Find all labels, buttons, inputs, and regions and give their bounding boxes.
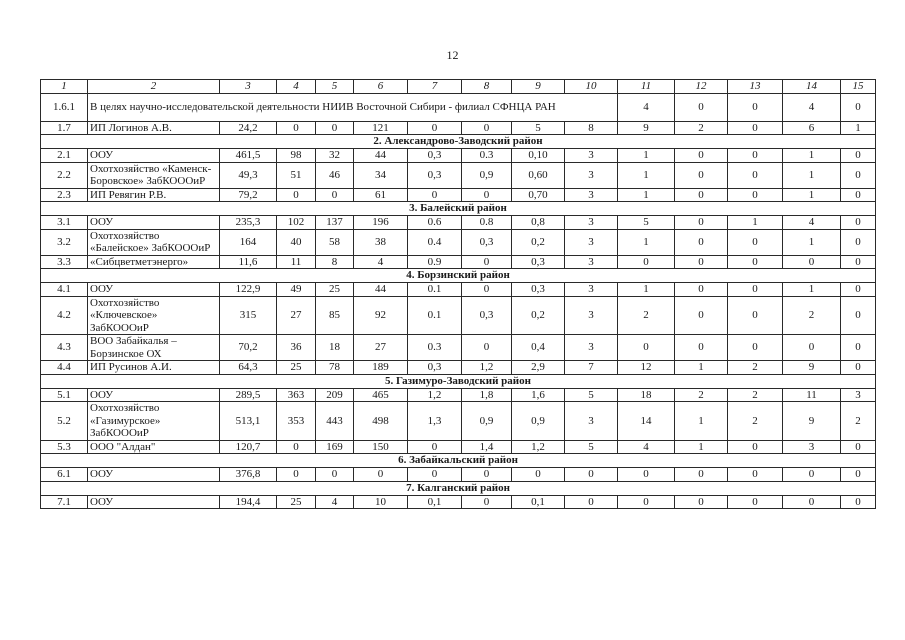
value-cell: 0	[841, 335, 876, 361]
value-cell: 0	[841, 149, 876, 163]
value-cell: 10	[354, 495, 408, 509]
value-cell: 376,8	[220, 468, 277, 482]
value-cell: 164	[220, 229, 277, 255]
value-cell: 0.9	[408, 255, 462, 269]
value-cell: 3	[565, 149, 618, 163]
value-cell: 0	[728, 440, 783, 454]
value-cell: 0	[783, 495, 841, 509]
row-number-cell: 4.3	[41, 335, 88, 361]
value-cell: 0	[728, 283, 783, 297]
value-cell: 40	[277, 229, 316, 255]
value-cell: 5	[512, 121, 565, 135]
user-name-cell: ООУ	[88, 388, 220, 402]
row-number-cell: 5.3	[41, 440, 88, 454]
value-cell: 0	[316, 121, 354, 135]
value-cell: 0	[565, 468, 618, 482]
value-cell: 49,3	[220, 162, 277, 188]
value-cell: 70,2	[220, 335, 277, 361]
value-cell: 0	[408, 468, 462, 482]
value-cell: 2,9	[512, 361, 565, 375]
value-cell: 0	[675, 255, 728, 269]
value-cell: 9	[783, 361, 841, 375]
value-cell: 0,8	[512, 216, 565, 230]
value-cell: 32	[316, 149, 354, 163]
value-cell: 498	[354, 402, 408, 441]
value-cell: 0	[618, 255, 675, 269]
value-cell: 9	[618, 121, 675, 135]
value-cell: 2	[841, 402, 876, 441]
value-cell: 0	[618, 495, 675, 509]
value-cell: 38	[354, 229, 408, 255]
table-row	[41, 495, 876, 509]
value-cell: 1,8	[462, 388, 512, 402]
column-number-cell: 12	[675, 80, 728, 94]
column-number-cell: 5	[316, 80, 354, 94]
value-cell: 0	[408, 440, 462, 454]
value-cell: 18	[316, 335, 354, 361]
value-cell: 0	[675, 296, 728, 335]
table-row	[41, 361, 876, 375]
value-cell: 4	[316, 495, 354, 509]
value-cell: 3	[565, 335, 618, 361]
table-row	[41, 255, 876, 269]
user-name-cell: Охотхозяйство «Газимурское» ЗабКОООиР	[88, 402, 220, 441]
value-cell: 4	[618, 93, 675, 121]
table-row	[41, 440, 876, 454]
value-cell: 0	[841, 468, 876, 482]
value-cell: 0	[841, 283, 876, 297]
value-cell: 0	[783, 468, 841, 482]
value-cell: 0	[783, 335, 841, 361]
value-cell: 2	[728, 388, 783, 402]
value-cell: 1,2	[462, 361, 512, 375]
user-name-cell: ИП Русинов А.И.	[88, 361, 220, 375]
value-cell: 14	[618, 402, 675, 441]
value-cell: 0.1	[408, 296, 462, 335]
value-cell: 0.4	[408, 229, 462, 255]
value-cell: 0	[462, 255, 512, 269]
value-cell: 24,2	[220, 121, 277, 135]
value-cell: 0	[512, 468, 565, 482]
value-cell: 443	[316, 402, 354, 441]
row-number-cell: 1.7	[41, 121, 88, 135]
value-cell: 0	[675, 495, 728, 509]
row-number-cell: 4.2	[41, 296, 88, 335]
value-cell: 1,6	[512, 388, 565, 402]
column-number-cell: 14	[783, 80, 841, 94]
table-row	[41, 283, 876, 297]
user-name-cell: ООУ	[88, 149, 220, 163]
value-cell: 0	[354, 468, 408, 482]
value-cell: 0	[675, 468, 728, 482]
value-cell: 461,5	[220, 149, 277, 163]
value-cell: 1	[783, 162, 841, 188]
value-cell: 102	[277, 216, 316, 230]
value-cell: 25	[277, 495, 316, 509]
row-number-cell: 5.1	[41, 388, 88, 402]
column-number-row	[41, 80, 876, 94]
value-cell: 2	[618, 296, 675, 335]
value-cell: 5	[618, 216, 675, 230]
table-row	[41, 229, 876, 255]
row-number-cell: 3.2	[41, 229, 88, 255]
row-number-cell: 2.3	[41, 188, 88, 202]
table-row	[41, 388, 876, 402]
value-cell: 2	[675, 388, 728, 402]
column-number-cell: 4	[277, 80, 316, 94]
value-cell: 3	[565, 296, 618, 335]
value-cell: 1	[783, 283, 841, 297]
value-cell: 1	[675, 361, 728, 375]
value-cell: 0,4	[512, 335, 565, 361]
value-cell: 44	[354, 283, 408, 297]
value-cell: 0.1	[408, 283, 462, 297]
value-cell: 8	[565, 121, 618, 135]
value-cell: 78	[316, 361, 354, 375]
value-cell: 3	[565, 402, 618, 441]
value-cell: 46	[316, 162, 354, 188]
value-cell: 4	[354, 255, 408, 269]
value-cell: 0	[728, 188, 783, 202]
value-cell: 209	[316, 388, 354, 402]
value-cell: 122,9	[220, 283, 277, 297]
value-cell: 0	[675, 162, 728, 188]
value-cell: 0	[675, 283, 728, 297]
value-cell: 27	[277, 296, 316, 335]
value-cell: 49	[277, 283, 316, 297]
value-cell: 0	[618, 468, 675, 482]
value-cell: 0	[728, 93, 783, 121]
value-cell: 0,3	[408, 162, 462, 188]
user-name-cell: Охотхозяйство «Ключевское» ЗабКОООиР	[88, 296, 220, 335]
value-cell: 0	[277, 468, 316, 482]
column-number-cell: 10	[565, 80, 618, 94]
value-cell: 0,9	[462, 402, 512, 441]
column-number-cell: 2	[88, 80, 220, 94]
value-cell: 0	[277, 188, 316, 202]
value-cell: 0,3	[512, 283, 565, 297]
value-cell: 0	[277, 121, 316, 135]
value-cell: 0,3	[408, 361, 462, 375]
table-row	[41, 468, 876, 482]
value-cell: 137	[316, 216, 354, 230]
value-cell: 2	[728, 402, 783, 441]
table-row	[41, 162, 876, 188]
value-cell: 235,3	[220, 216, 277, 230]
value-cell: 36	[277, 335, 316, 361]
value-cell: 0	[728, 296, 783, 335]
value-cell: 0,2	[512, 296, 565, 335]
value-cell: 51	[277, 162, 316, 188]
value-cell: 3	[565, 162, 618, 188]
value-cell: 27	[354, 335, 408, 361]
table-row	[41, 121, 876, 135]
value-cell: 1	[783, 229, 841, 255]
district-section-row	[41, 374, 876, 388]
value-cell: 169	[316, 440, 354, 454]
value-cell: 1	[783, 149, 841, 163]
value-cell: 1	[618, 149, 675, 163]
table-row	[41, 188, 876, 202]
value-cell: 189	[354, 361, 408, 375]
district-heading: 4. Борзинский район	[41, 269, 876, 283]
user-name-cell: ООУ	[88, 495, 220, 509]
value-cell: 0	[841, 229, 876, 255]
value-cell: 0	[565, 495, 618, 509]
value-cell: 0	[462, 495, 512, 509]
value-cell: 150	[354, 440, 408, 454]
value-cell: 0	[841, 440, 876, 454]
value-cell: 0	[728, 335, 783, 361]
row-number-cell: 4.1	[41, 283, 88, 297]
value-cell: 2	[728, 361, 783, 375]
district-heading: 6. Забайкальский район	[41, 454, 876, 468]
user-name-cell: ИП Логинов А.В.	[88, 121, 220, 135]
user-name-cell: ООУ	[88, 283, 220, 297]
value-cell: 3	[565, 188, 618, 202]
value-cell: 0,3	[408, 149, 462, 163]
row-number-cell: 1.6.1	[41, 93, 88, 121]
value-cell: 194,4	[220, 495, 277, 509]
value-cell: 0	[675, 188, 728, 202]
value-cell: 0	[728, 255, 783, 269]
row-number-cell: 5.2	[41, 402, 88, 441]
value-cell: 289,5	[220, 388, 277, 402]
value-cell: 0	[675, 93, 728, 121]
value-cell: 11	[277, 255, 316, 269]
value-cell: 2	[783, 296, 841, 335]
table-row	[41, 149, 876, 163]
value-cell: 1	[841, 121, 876, 135]
value-cell: 3	[565, 255, 618, 269]
row-number-cell: 7.1	[41, 495, 88, 509]
district-heading: 7. Калганский район	[41, 481, 876, 495]
value-cell: 25	[277, 361, 316, 375]
value-cell: 92	[354, 296, 408, 335]
value-cell: 0	[675, 149, 728, 163]
value-cell: 0	[841, 216, 876, 230]
value-cell: 0	[408, 188, 462, 202]
value-cell: 0,9	[462, 162, 512, 188]
value-cell: 1	[675, 402, 728, 441]
district-heading: 5. Газимуро-Заводский район	[41, 374, 876, 388]
row-number-cell: 3.1	[41, 216, 88, 230]
table-row	[41, 93, 876, 121]
value-cell: 0,10	[512, 149, 565, 163]
value-cell: 34	[354, 162, 408, 188]
value-cell: 3	[783, 440, 841, 454]
value-cell: 1	[783, 188, 841, 202]
column-number-cell: 3	[220, 80, 277, 94]
value-cell: 0	[841, 162, 876, 188]
value-cell: 0	[675, 229, 728, 255]
value-cell: 1,2	[408, 388, 462, 402]
value-cell: 0.6	[408, 216, 462, 230]
value-cell: 85	[316, 296, 354, 335]
column-number-cell: 7	[408, 80, 462, 94]
user-name-cell: ВОО Забайкалья – Борзинское ОХ	[88, 335, 220, 361]
value-cell: 61	[354, 188, 408, 202]
column-number-cell: 9	[512, 80, 565, 94]
value-cell: 6	[783, 121, 841, 135]
value-cell: 5	[565, 388, 618, 402]
value-cell: 0.3	[408, 335, 462, 361]
table-row	[41, 402, 876, 441]
value-cell: 0,9	[512, 402, 565, 441]
value-cell: 0	[841, 93, 876, 121]
value-cell: 0	[408, 121, 462, 135]
value-cell: 1,2	[512, 440, 565, 454]
value-cell: 0	[728, 121, 783, 135]
district-section-row	[41, 454, 876, 468]
value-cell: 120,7	[220, 440, 277, 454]
page-number: 12	[446, 48, 459, 62]
value-cell: 0.8	[462, 216, 512, 230]
value-cell: 8	[316, 255, 354, 269]
column-number-cell: 11	[618, 80, 675, 94]
user-name-cell: ООУ	[88, 468, 220, 482]
row-number-cell: 4.4	[41, 361, 88, 375]
value-cell: 0,3	[462, 296, 512, 335]
user-name-cell: «Сибцветметэнерго»	[88, 255, 220, 269]
value-cell: 0	[728, 495, 783, 509]
hunting-resources-table	[40, 79, 876, 509]
value-cell: 0,3	[462, 229, 512, 255]
district-section-row	[41, 135, 876, 149]
user-name-cell: ИП Ревягин Р.В.	[88, 188, 220, 202]
value-cell: 2	[675, 121, 728, 135]
table-row	[41, 335, 876, 361]
value-cell: 0,70	[512, 188, 565, 202]
user-name-cell: ООУ	[88, 216, 220, 230]
user-name-cell: Охотхозяйство «Каменск-Боровское» ЗабКОООиР	[88, 162, 220, 188]
district-section-row	[41, 481, 876, 495]
value-cell: 0	[675, 335, 728, 361]
value-cell: 0,1	[512, 495, 565, 509]
row-number-cell: 6.1	[41, 468, 88, 482]
value-cell: 44	[354, 149, 408, 163]
value-cell: 0	[728, 229, 783, 255]
row-number-cell: 2.1	[41, 149, 88, 163]
value-cell: 3	[565, 216, 618, 230]
district-heading: 2. Александрово-Заводский район	[41, 135, 876, 149]
value-cell: 0.3	[462, 149, 512, 163]
user-name-cell: ООО "Алдан"	[88, 440, 220, 454]
value-cell: 1	[728, 216, 783, 230]
value-cell: 1,3	[408, 402, 462, 441]
value-cell: 11	[783, 388, 841, 402]
value-cell: 1,4	[462, 440, 512, 454]
column-number-cell: 6	[354, 80, 408, 94]
value-cell: 9	[783, 402, 841, 441]
value-cell: 5	[565, 440, 618, 454]
value-cell: 513,1	[220, 402, 277, 441]
value-cell: 353	[277, 402, 316, 441]
value-cell: 1	[618, 188, 675, 202]
value-cell: 0	[277, 440, 316, 454]
district-heading: 3. Балейский район	[41, 202, 876, 216]
value-cell: 4	[783, 93, 841, 121]
value-cell: 3	[841, 388, 876, 402]
value-cell: 0	[841, 495, 876, 509]
value-cell: 79,2	[220, 188, 277, 202]
column-number-cell: 15	[841, 80, 876, 94]
column-number-cell: 1	[41, 80, 88, 94]
value-cell: 0	[783, 255, 841, 269]
column-number-cell: 8	[462, 80, 512, 94]
column-number-cell: 13	[728, 80, 783, 94]
value-cell: 0	[841, 361, 876, 375]
value-cell: 7	[565, 361, 618, 375]
row-number-cell: 2.2	[41, 162, 88, 188]
value-cell: 0	[728, 162, 783, 188]
value-cell: 98	[277, 149, 316, 163]
value-cell: 4	[618, 440, 675, 454]
value-cell: 0,1	[408, 495, 462, 509]
value-cell: 363	[277, 388, 316, 402]
value-cell: 0	[316, 188, 354, 202]
row-number-cell: 3.3	[41, 255, 88, 269]
value-cell: 0,2	[512, 229, 565, 255]
value-cell: 12	[618, 361, 675, 375]
value-cell: 1	[675, 440, 728, 454]
value-cell: 0	[841, 296, 876, 335]
district-section-row	[41, 269, 876, 283]
value-cell: 18	[618, 388, 675, 402]
value-cell: 64,3	[220, 361, 277, 375]
value-cell: 25	[316, 283, 354, 297]
value-cell: 3	[565, 229, 618, 255]
value-cell: 0	[316, 468, 354, 482]
value-cell: 0	[728, 149, 783, 163]
value-cell: 4	[783, 216, 841, 230]
value-cell: 196	[354, 216, 408, 230]
value-cell: 0,3	[512, 255, 565, 269]
value-cell: 1	[618, 229, 675, 255]
user-name-cell: В целях научно-исследовательской деятельности НИИВ Восточной Сибири - филиал СФНЦА РАН	[88, 93, 618, 121]
value-cell: 0	[841, 188, 876, 202]
value-cell: 0	[462, 283, 512, 297]
value-cell: 58	[316, 229, 354, 255]
value-cell: 0	[675, 216, 728, 230]
user-name-cell: Охотхозяйство «Балейское» ЗабКОООиР	[88, 229, 220, 255]
value-cell: 3	[565, 283, 618, 297]
table-row	[41, 296, 876, 335]
value-cell: 0,60	[512, 162, 565, 188]
value-cell: 465	[354, 388, 408, 402]
value-cell: 0	[462, 335, 512, 361]
value-cell: 1	[618, 162, 675, 188]
value-cell: 0	[728, 468, 783, 482]
value-cell: 0	[618, 335, 675, 361]
value-cell: 315	[220, 296, 277, 335]
value-cell: 1	[618, 283, 675, 297]
value-cell: 0	[462, 121, 512, 135]
value-cell: 0	[462, 188, 512, 202]
value-cell: 11,6	[220, 255, 277, 269]
district-section-row	[41, 202, 876, 216]
value-cell: 0	[841, 255, 876, 269]
table-row	[41, 216, 876, 230]
value-cell: 0	[462, 468, 512, 482]
value-cell: 121	[354, 121, 408, 135]
